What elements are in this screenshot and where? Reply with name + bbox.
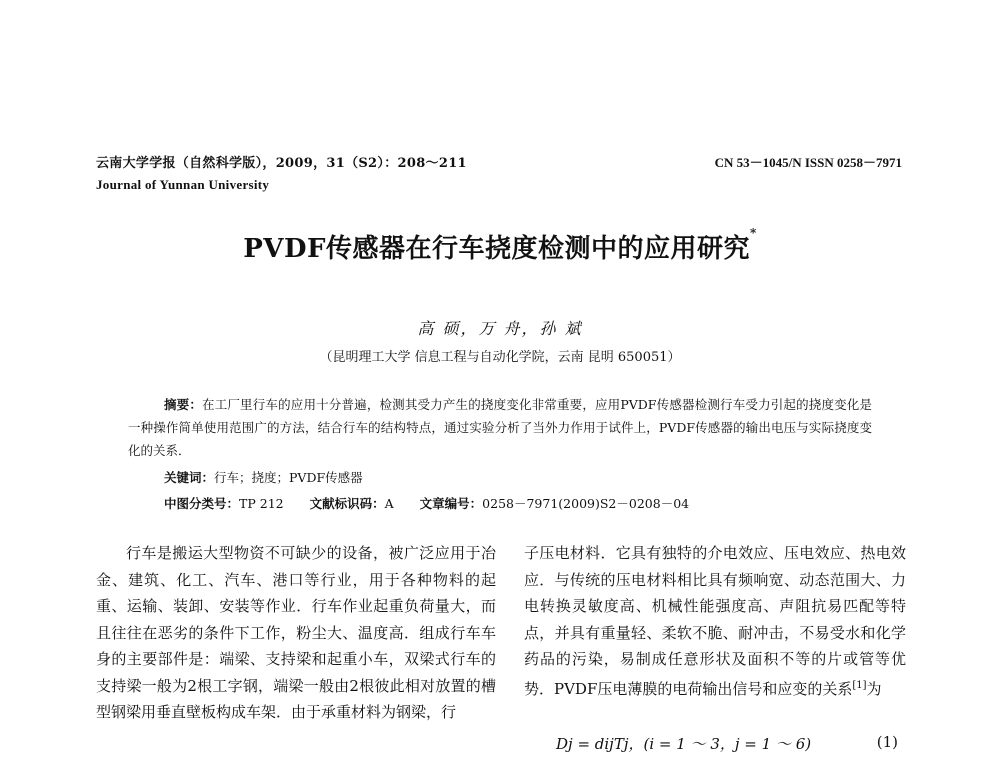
abstract-text: 在工厂里行车的应用十分普遍，检测其受力产生的挠度变化非常重要，应用PVDF传感器检测行车受力引起的挠度变化是一种操作简单使用范围广的方法，结合行车的结构特点，通过实验分析了当外力作用于试件上，PVDF传感器的输出电压与实际挠度变化的关系． bbox=[128, 397, 872, 458]
clc-label: 中图分类号： bbox=[164, 496, 240, 511]
body-text-right: 子压电材料．它具有独特的介电效应、压电效应、热电效应．与传统的压电材料相比具有频响宽、动态范围大、力电转换灵敏度高、机械性能强度高、声阻抗易匹配等特点，并具有重量轻、柔软不脆、耐冲击，不易受水和化学药品的污染，易制成任意形状及面积不等的片或管等优势．PVDF压电薄膜的电荷输出信号和应变的关系 bbox=[524, 544, 906, 698]
abstract bbox=[128, 393, 872, 462]
authors: 高 硕，万 舟，孙 斌 bbox=[417, 319, 583, 338]
body-column-left bbox=[96, 540, 496, 726]
doc-code-label: 文献标识码： bbox=[309, 496, 385, 511]
title-footnote-mark: * bbox=[749, 226, 757, 240]
citation-mark: [1] bbox=[852, 679, 867, 691]
paper-title-text: PVDF传感器在行车挠度检测中的应用研究 bbox=[243, 234, 750, 264]
article-id-label: 文章编号： bbox=[419, 496, 483, 511]
journal-name-cn: 云南大学学报（自然科学版），2009，31（S2）：208～211 bbox=[96, 156, 467, 171]
issn-number: CN 53－1045/N ISSN 0258－7971 bbox=[714, 155, 902, 170]
journal-header bbox=[96, 152, 467, 193]
journal-name-en: Journal of Yunnan University bbox=[96, 177, 270, 192]
body-paragraph-right bbox=[524, 540, 906, 702]
article-id: 0258－7971(2009)S2－0208－04 bbox=[482, 496, 690, 511]
doc-code: A bbox=[384, 496, 394, 511]
body-column-right bbox=[524, 540, 906, 702]
keywords bbox=[164, 468, 363, 486]
keywords-text: 行车；挠度；PVDF传感器 bbox=[214, 470, 363, 485]
clc-code: TP 212 bbox=[239, 496, 284, 511]
equation-number: (1) bbox=[876, 733, 898, 751]
body-paragraph: 行车是搬运大型物资不可缺少的设备，被广泛应用于冶金、建筑、化工、汽车、港口等行业，用于各种物料的起重、运输、装卸、安装等作业．行车作业起重负荷量大，而且往往在恶劣的条件下工作，粉尘大、温度高．组成行车车身的主要部件是：端梁、支持梁和起重小车，双梁式行车的支持梁一般为2根工字钢，端梁一般由2根彼此相对放置的槽型钢梁用垂直壁板构成车架．由于承重材料为钢梁，行 bbox=[96, 544, 496, 721]
classification-line bbox=[164, 494, 689, 512]
affiliation: （昆明理工大学 信息工程与自动化学院，云南 昆明 650051） bbox=[319, 350, 681, 365]
paper-title bbox=[0, 228, 1000, 265]
abstract-label: 摘要： bbox=[164, 397, 203, 412]
body-text-tail: 为 bbox=[866, 679, 882, 698]
equation-body: Dj = dijTj，(i = 1 ～ 3，j = 1 ～ 6) bbox=[556, 735, 812, 753]
keywords-label: 关键词： bbox=[164, 470, 215, 485]
